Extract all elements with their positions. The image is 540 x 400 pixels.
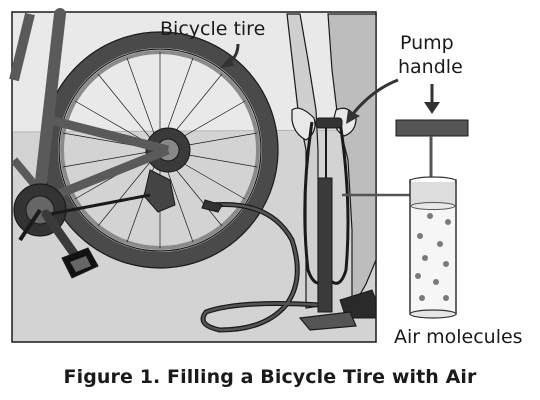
air-molecule: [443, 295, 449, 301]
air-molecule: [415, 273, 421, 279]
handle-down-arrow: [424, 84, 440, 114]
air-molecule: [422, 255, 428, 261]
figure-caption: Figure 1. Filling a Bicycle Tire with Air: [63, 366, 477, 388]
air-molecule: [437, 241, 443, 247]
pump-cylinder-cutaway: [396, 120, 468, 318]
air-molecule: [433, 279, 439, 285]
pump-handle-label-line1: Pump: [400, 32, 454, 54]
air-molecule: [443, 261, 449, 267]
air-molecules-label: Air molecules: [394, 326, 523, 348]
bicycle-tire-label: Bicycle tire: [160, 18, 266, 40]
air-molecule: [427, 213, 433, 219]
air-molecule: [419, 295, 425, 301]
air-molecule: [417, 233, 423, 239]
air-molecule: [445, 219, 451, 225]
pump-handle-label-line2: handle: [398, 56, 463, 78]
